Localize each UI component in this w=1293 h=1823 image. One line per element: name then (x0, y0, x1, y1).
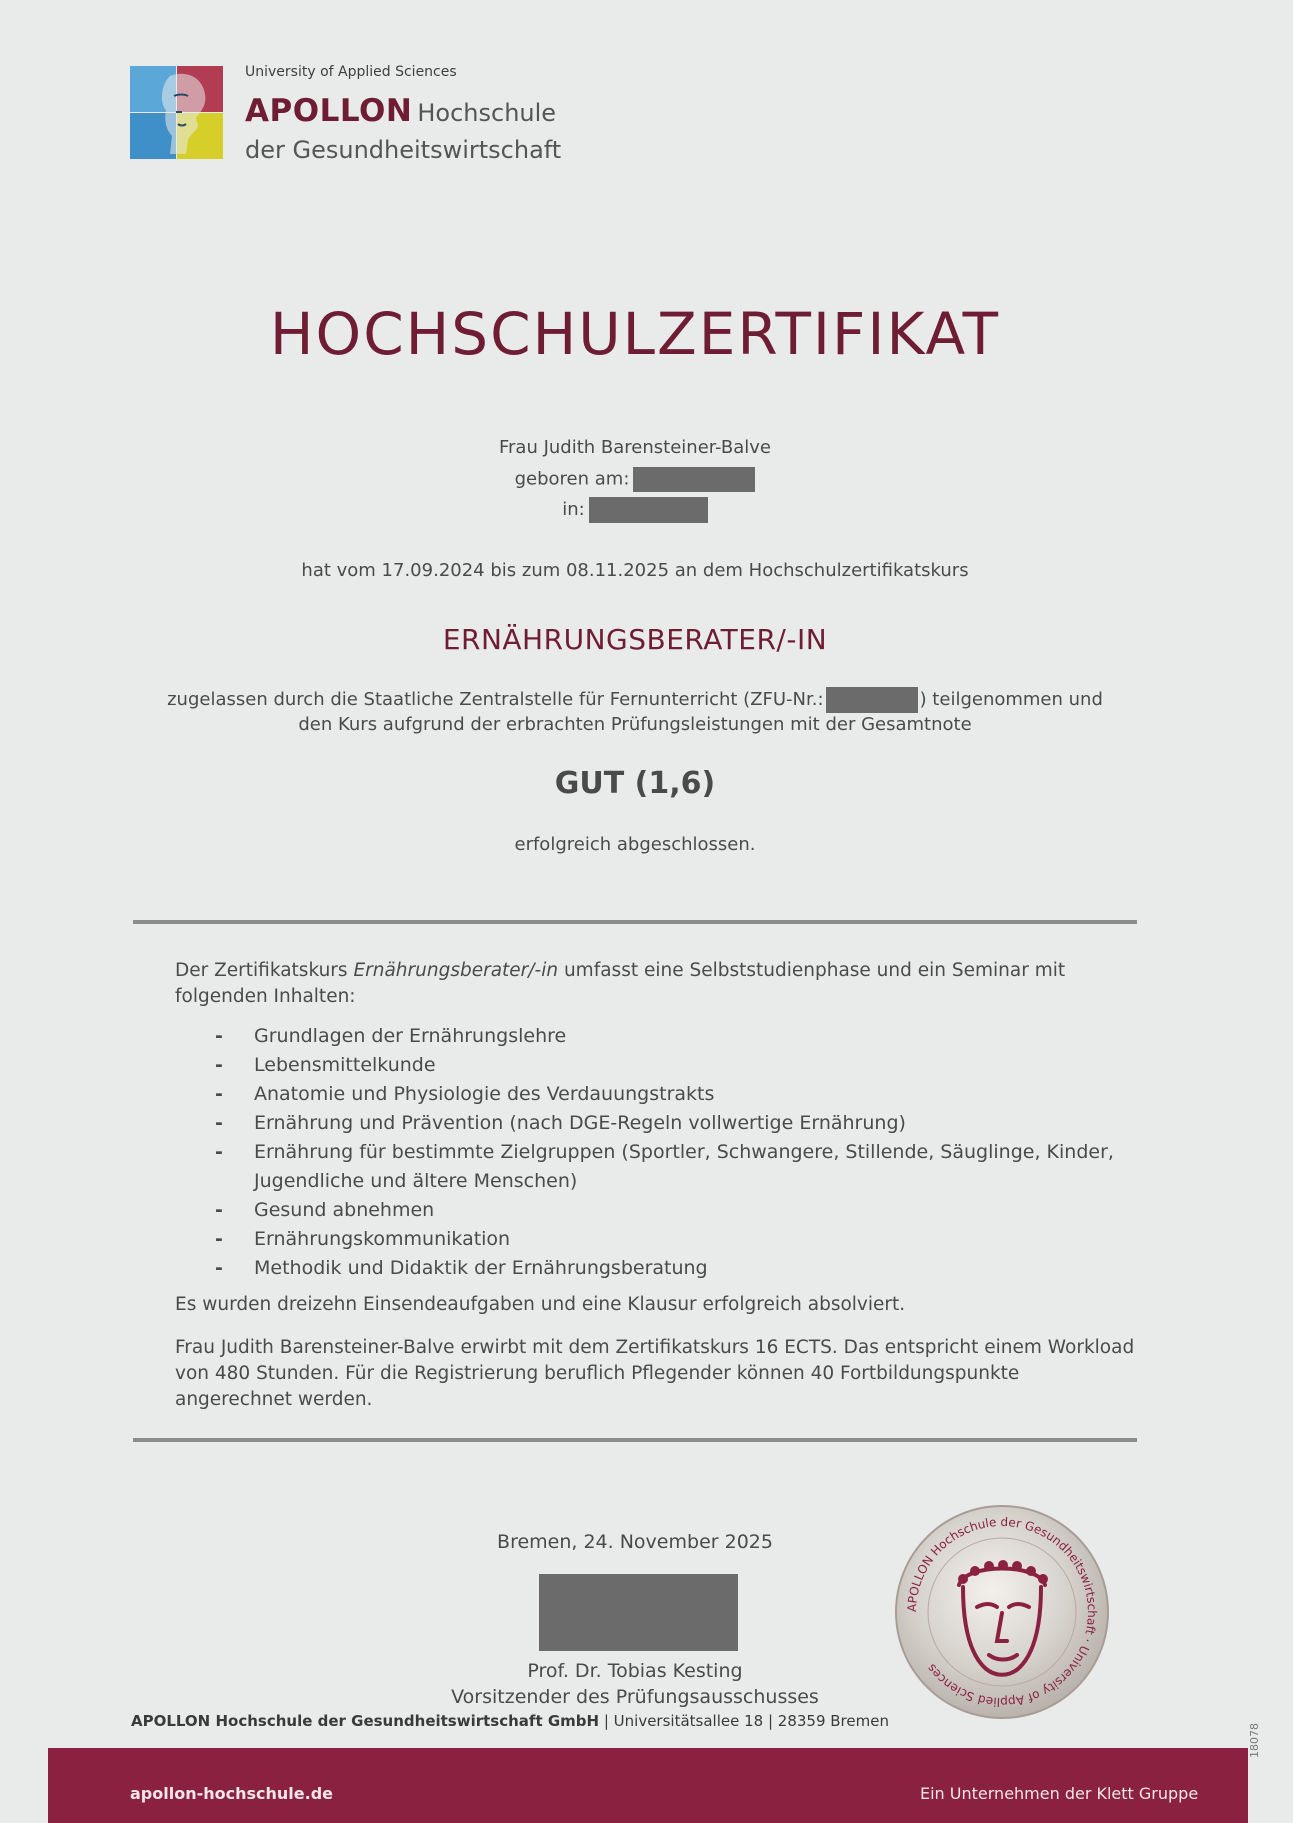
divider-bottom (133, 1438, 1137, 1442)
serial-number: 18078 (1248, 1723, 1261, 1758)
seal-ring-text: APOLLON Hochschule der Gesundheitswirtschaft · University of Applied Sciences (904, 1514, 1100, 1710)
admission-line (0, 687, 1270, 713)
redacted-birthdate (633, 467, 755, 492)
signatory-role: Vorsitzender des Prüfungsausschusses (451, 1686, 819, 1708)
list-item-text: Grundlagen der Ernährungslehre (254, 1025, 567, 1047)
admission-text: zugelassen durch die Staatliche Zentralstelle für Fernunterricht (ZFU-Nr.: (167, 689, 824, 710)
description-end: umfasst eine Selbststudienphase und ein Seminar mit folgenden Inhalten: (175, 960, 1066, 1007)
description-course: Ernährungsberater/-in (353, 960, 559, 981)
dob-label: geboren am: (514, 468, 630, 490)
list-item (175, 1225, 1125, 1254)
place-label: in: (562, 499, 585, 520)
logo-line-2: der Gesundheitswirtschaft (245, 136, 562, 164)
list-item-text: Lebensmittelkunde (254, 1054, 436, 1076)
assignments-text: Es wurden dreizehn Einsendeaufgaben und eine Klausur erfolgreich absolviert. (175, 1294, 906, 1315)
logo-hochschule: Hochschule (417, 99, 557, 127)
course-description (175, 958, 1115, 1010)
list-item (175, 1051, 1125, 1080)
redacted-birthplace (589, 497, 708, 523)
list-item-text: Ernährung für bestimmte Zielgruppen (Sportler, Schwangere, Stillende, Säuglinge, Kinder, Jugendliche und ältere Menschen) (254, 1141, 1114, 1192)
company-address-line (131, 1712, 889, 1730)
logo-line-1 (245, 93, 556, 129)
apollon-logo-icon (130, 66, 223, 159)
list-item (175, 1022, 1125, 1051)
list-item (175, 1254, 1125, 1283)
recipient-name: Frau Judith Barensteiner-Balve (498, 437, 771, 458)
description-start: Der Zertifikatskurs (175, 960, 348, 981)
list-item (175, 1080, 1125, 1109)
university-seal-icon (893, 1503, 1111, 1721)
logo-brand: APOLLON (245, 93, 413, 129)
course-period: hat vom 17.09.2024 bis zum 08.11.2025 an dem Hochschulzertifikatskurs (301, 560, 969, 581)
place-of-birth-line (0, 497, 1270, 523)
bullet-dash: - (215, 1112, 223, 1134)
completion-text: erfolgreich abgeschlossen. (514, 834, 756, 855)
course-name: ERNÄHRUNGSBERATER/-IN (442, 623, 828, 656)
list-item-text: Methodik und Didaktik der Ernährungsberatung (254, 1257, 708, 1279)
list-item (175, 1109, 1125, 1138)
place-and-date: Bremen, 24. November 2025 (497, 1531, 773, 1553)
bullet-dash: - (215, 1257, 223, 1279)
list-item-text: Anatomie und Physiologie des Verdauungstrakts (254, 1083, 715, 1105)
admission-text-end: ) teilgenommen und (919, 689, 1103, 710)
footer-website-link[interactable]: apollon-hochschule.de (130, 1784, 333, 1803)
admission-line-2: den Kurs aufgrund der erbrachten Prüfungsleistungen mit der Gesamtnote (298, 714, 972, 735)
list-item (175, 1196, 1125, 1225)
bullet-dash: - (215, 1141, 223, 1163)
company-name: APOLLON Hochschule der Gesundheitswirtschaft GmbH (131, 1712, 600, 1730)
content-list (175, 1022, 1125, 1283)
redacted-signature (539, 1574, 738, 1651)
final-grade: GUT (1,6) (554, 766, 716, 801)
divider-top (133, 920, 1137, 924)
list-item-text: Ernährung und Prävention (nach DGE-Regeln vollwertige Ernährung) (254, 1112, 906, 1134)
list-item-text: Ernährungskommunikation (254, 1228, 511, 1250)
signatory-name: Prof. Dr. Tobias Kesting (527, 1660, 743, 1682)
footer-group-text: Ein Unternehmen der Klett Gruppe (920, 1784, 1199, 1803)
bullet-dash: - (215, 1083, 223, 1105)
certificate-title: HOCHSCHULZERTIFIKAT (269, 300, 1001, 368)
list-item-text: Gesund abnehmen (254, 1199, 435, 1221)
ects-text: Frau Judith Barensteiner-Balve erwirbt mit dem Zertifikatskurs 16 ECTS. Das entspricht einem Workload von 480 Stunden. Für die Registrierung beruflich Pflegender können 40 Fortbildungspunkte angerechnet werden. (175, 1337, 1135, 1410)
bullet-dash: - (215, 1025, 223, 1047)
list-item (175, 1138, 1125, 1196)
company-address: | Universitätsallee 18 | 28359 Bremen (599, 1712, 889, 1730)
bullet-dash: - (215, 1199, 223, 1221)
date-of-birth-line (0, 467, 1270, 492)
bullet-dash: - (215, 1054, 223, 1076)
logo-subtitle: University of Applied Sciences (245, 64, 457, 80)
redacted-zfu-number (826, 687, 918, 713)
bullet-dash: - (215, 1228, 223, 1250)
